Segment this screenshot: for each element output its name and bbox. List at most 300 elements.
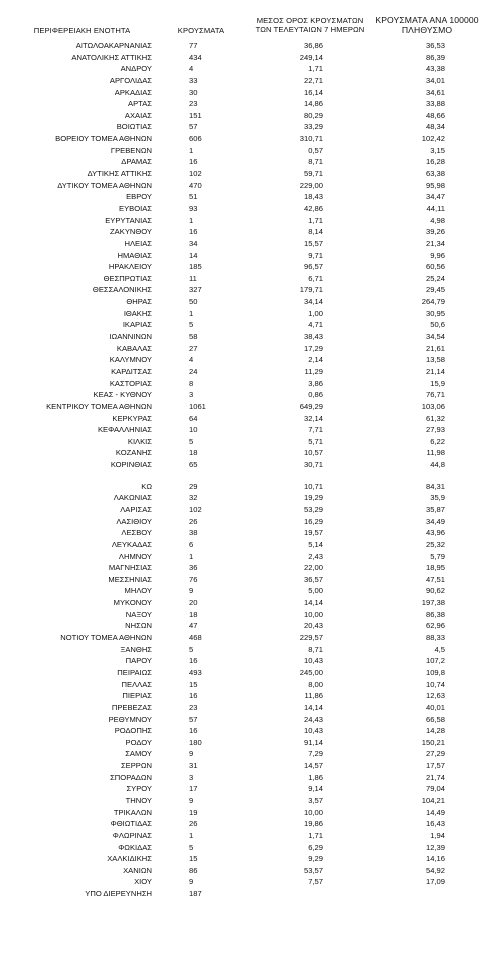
table-row [0, 539, 487, 551]
average-cell: 245,00 [299, 667, 323, 677]
per-100k-cell: 34,61 [425, 87, 445, 97]
per-100k-cell: 44,11 [426, 203, 445, 213]
region-name-cell: ΔΡΑΜΑΣ [121, 157, 152, 167]
table-row [0, 609, 487, 621]
table-row [0, 527, 487, 539]
per-100k-cell: 90,62 [425, 586, 445, 596]
per-100k-cell: 35,87 [425, 504, 445, 514]
region-name-cell: ΥΠΟ ΔΙΕΡΕΥΝΗΣΗ [85, 889, 152, 899]
region-name-cell: ΧΑΛΚΙΔΙΚΗΣ [107, 854, 152, 864]
average-cell: 249,14 [299, 52, 323, 62]
table-row [0, 63, 487, 75]
per-100k-cell: 18,95 [425, 563, 445, 573]
cases-cell: 36 [189, 563, 198, 573]
cases-cell: 4 [189, 355, 194, 365]
region-name-cell: ΡΟΔΟΥ [125, 737, 152, 747]
cases-cell: 16 [189, 157, 198, 167]
per-100k-cell: 34,49 [425, 516, 445, 526]
per-100k-cell: 197,38 [421, 598, 445, 608]
per-100k-cell: 21,74 [425, 772, 445, 782]
per-100k-cell: 33,88 [425, 99, 445, 109]
region-name-cell: ΚΙΛΚΙΣ [127, 436, 152, 446]
per-100k-cell: 66,58 [425, 714, 445, 724]
region-name-cell: ΞΑΝΘΗΣ [120, 644, 152, 654]
table-row [0, 308, 487, 320]
cases-cell: 26 [189, 516, 198, 526]
average-cell: 2,14 [308, 355, 323, 365]
cases-cell: 187 [189, 889, 202, 899]
average-cell: 14,14 [303, 702, 323, 712]
average-cell: 19,57 [303, 528, 323, 538]
cases-cell: 47 [189, 621, 198, 631]
per-100k-cell: 86,39 [425, 52, 445, 62]
average-cell: 9,14 [308, 784, 323, 794]
table-row [0, 888, 487, 900]
region-name-cell: ΗΡΑΚΛΕΙΟΥ [108, 262, 152, 272]
per-100k-cell: 61,32 [425, 413, 445, 423]
average-cell: 53,29 [303, 504, 323, 514]
average-cell: 1,71 [308, 64, 323, 74]
per-100k-cell: 264,79 [421, 297, 445, 307]
average-cell: 53,57 [303, 865, 323, 875]
region-name-cell: ΠΑΡΟΥ [125, 656, 152, 666]
per-100k-cell: 3,15 [430, 145, 445, 155]
per-100k-cell: 43,38 [425, 64, 445, 74]
per-100k-cell: 47,51 [425, 574, 445, 584]
cases-cell: 1 [189, 145, 194, 155]
average-cell: 9,29 [308, 854, 323, 864]
region-name-cell: ΧΙΟΥ [134, 877, 152, 887]
average-cell: 7,29 [308, 749, 323, 759]
cases-cell: 9 [189, 586, 194, 596]
per-100k-cell: 29,45 [425, 285, 445, 295]
table-row [0, 725, 487, 737]
region-name-cell: ΤΡΙΚΑΛΩΝ [113, 807, 152, 817]
table-row [0, 378, 487, 390]
region-name-cell: ΗΛΕΙΑΣ [124, 238, 152, 248]
average-cell: 36,57 [303, 574, 323, 584]
average-cell: 16,14 [303, 87, 323, 97]
per-100k-cell: 17,57 [425, 761, 445, 771]
region-name-cell: ΠΙΕΡΙΑΣ [122, 691, 152, 701]
table-row [0, 319, 487, 331]
per-100k-cell: 54,92 [425, 865, 445, 875]
average-cell: 10,00 [303, 807, 323, 817]
per-100k-cell: 14,28 [425, 726, 445, 736]
region-name-cell: ΝΟΤΙΟΥ ΤΟΜΕΑ ΑΘΗΝΩΝ [60, 633, 152, 643]
region-name-cell: ΑΡΓΟΛΙΔΑΣ [109, 75, 152, 85]
per-100k-cell: 21,34 [425, 238, 445, 248]
cases-cell: 1061 [189, 401, 206, 411]
cases-cell: 1 [189, 551, 194, 561]
cases-cell: 102 [189, 169, 202, 179]
per-100k-cell: 50,6 [430, 320, 445, 330]
region-name-cell: ΡΟΔΟΠΗΣ [114, 726, 152, 736]
cases-column-header: ΚΡΟΥΣΜΑΤΑ [177, 26, 225, 35]
per-100k-cell: 107,2 [425, 656, 445, 666]
region-name-cell: ΑΙΤΩΛΟΑΚΑΡΝΑΝΙΑΣ [75, 41, 152, 50]
per-100k-cell: 14,16 [425, 854, 445, 864]
per-100k-cell: 13,58 [425, 355, 445, 365]
table-row [0, 760, 487, 772]
per-100k-cell: 43,96 [425, 528, 445, 538]
per-100k-cell: 9,96 [430, 250, 445, 260]
per-100k-cell: 109,8 [425, 667, 445, 677]
region-name-cell: ΒΟΡΕΙΟΥ ΤΟΜΕΑ ΑΘΗΝΩΝ [55, 134, 152, 144]
region-name-cell: ΦΛΩΡΙΝΑΣ [112, 830, 152, 840]
per-100k-cell: 17,09 [425, 877, 445, 887]
cases-cell: 23 [189, 702, 198, 712]
per-100k-cell: 35,9 [430, 493, 445, 503]
per-100k-cell: 76,71 [425, 390, 445, 400]
cases-cell: 38 [189, 528, 198, 538]
average-cell: 18,43 [303, 192, 323, 202]
average-cell: 5,71 [308, 436, 323, 446]
cases-cell: 65 [189, 460, 198, 470]
per-100k-cell: 11,98 [426, 448, 445, 458]
table-row [0, 459, 487, 471]
cases-cell: 16 [189, 227, 198, 237]
per-100k-cell: 14,49 [425, 807, 445, 817]
region-name-cell: ΑΝΔΡΟΥ [120, 64, 152, 74]
average-cell: 10,43 [303, 656, 323, 666]
table-row [0, 516, 487, 528]
table-row [0, 180, 487, 192]
cases-cell: 185 [189, 262, 202, 272]
average-cell: 91,14 [303, 737, 323, 747]
average-cell: 22,00 [303, 563, 323, 573]
region-name-cell: ΧΑΝΙΩΝ [123, 865, 152, 875]
cases-cell: 77 [189, 41, 198, 50]
per-100k-cell: 10,74 [425, 679, 445, 689]
table-row [0, 98, 487, 110]
region-name-cell: ΑΝΑΤΟΛΙΚΗΣ ΑΤΤΙΚΗΣ [71, 52, 152, 62]
per-100k-cell: 27,93 [425, 425, 445, 435]
table-row [0, 191, 487, 203]
average-cell: 8,71 [308, 644, 323, 654]
region-name-cell: ΙΘΑΚΗΣ [123, 308, 152, 318]
average-cell: 1,71 [308, 215, 323, 225]
average-cell: 5,00 [308, 586, 323, 596]
table-row [0, 250, 487, 262]
region-name-cell: ΛΑΣΙΘΙΟΥ [116, 516, 152, 526]
cases-cell: 5 [189, 436, 194, 446]
cases-cell: 86 [189, 865, 198, 875]
cases-cell: 1 [189, 308, 194, 318]
cases-cell: 3 [189, 390, 194, 400]
table-row [0, 504, 487, 516]
cases-cell: 5 [189, 644, 194, 654]
cases-cell: 57 [189, 714, 198, 724]
cases-cell: 26 [189, 819, 198, 829]
table-row [0, 331, 487, 343]
cases-cell: 434 [189, 52, 202, 62]
cases-cell: 6 [189, 539, 194, 549]
region-name-cell: ΘΕΣΠΡΩΤΙΑΣ [103, 273, 152, 283]
cases-cell: 76 [189, 574, 198, 584]
table-row [0, 574, 487, 586]
per-100k-cell: 103,06 [421, 401, 445, 411]
region-name-cell: ΜΗΛΟΥ [124, 586, 152, 596]
table-row [0, 690, 487, 702]
table-row [0, 87, 487, 99]
average-cell: 96,57 [303, 262, 323, 272]
average-cell: 0,86 [308, 390, 323, 400]
per-100k-cell: 16,28 [425, 157, 445, 167]
table-row [0, 585, 487, 597]
region-name-cell: ΚΕΝΤΡΙΚΟΥ ΤΟΜΕΑ ΑΘΗΝΩΝ [46, 401, 152, 411]
per-100k-cell: 63,38 [425, 169, 445, 179]
cases-cell: 16 [189, 656, 198, 666]
cases-cell: 58 [189, 332, 198, 342]
average-cell: 15,57 [303, 238, 323, 248]
cases-cell: 11 [189, 273, 197, 283]
region-name-cell: ΗΜΑΘΙΑΣ [117, 250, 152, 260]
per-100k-cell: 39,26 [425, 227, 445, 237]
average-cell: 0,57 [308, 145, 323, 155]
average-cell: 17,29 [303, 343, 323, 353]
region-name-cell: ΕΥΒΟΙΑΣ [119, 203, 152, 213]
average-cell: 3,57 [308, 796, 323, 805]
region-name-cell: ΕΥΡΥΤΑΝΙΑΣ [105, 215, 152, 225]
average-cell: 9,71 [308, 250, 323, 260]
cases-cell: 9 [189, 749, 194, 759]
average-cell: 8,00 [308, 679, 323, 689]
cases-cell: 27 [189, 343, 198, 353]
cases-cell: 50 [189, 297, 198, 307]
region-name-cell: ΔΥΤΙΚΗΣ ΑΤΤΙΚΗΣ [87, 169, 152, 179]
region-name-cell: ΛΕΥΚΑΔΑΣ [111, 539, 152, 549]
average-header-line-1: ΜΕΣΟΣ ΟΡΟΣ ΚΡΟΥΣΜΑΤΩΝ [256, 16, 364, 25]
table-row [0, 818, 487, 830]
table-row [0, 783, 487, 795]
region-name-cell: ΙΩΑΝΝΙΝΩΝ [109, 332, 152, 342]
per-100k-cell: 34,01 [425, 75, 445, 85]
average-cell: 42,86 [303, 203, 323, 213]
average-cell: 14,86 [303, 99, 323, 109]
region-name-cell: ΚΑΣΤΟΡΙΑΣ [109, 378, 152, 388]
table-row [0, 110, 487, 122]
per-100k-cell: 86,38 [425, 609, 445, 619]
table-row [0, 447, 487, 459]
table-row [0, 215, 487, 227]
per-100k-cell: 4,5 [434, 644, 445, 654]
cases-cell: 468 [189, 633, 202, 643]
table-row [0, 261, 487, 273]
per-100k-header-line-1: ΚΡΟΥΣΜΑΤΑ ΑΝΑ 100000 [375, 15, 479, 25]
table-row [0, 424, 487, 436]
region-name-cell: ΚΩ [141, 481, 152, 491]
region-name-cell: ΛΑΡΙΣΑΣ [120, 504, 152, 514]
region-name-cell: ΙΚΑΡΙΑΣ [122, 320, 152, 330]
cases-cell: 9 [189, 796, 194, 805]
table-row [0, 853, 487, 865]
table-row [0, 737, 487, 749]
region-name-cell: ΜΑΓΝΗΣΙΑΣ [108, 563, 152, 573]
region-name-cell: ΣΑΜΟΥ [125, 749, 152, 759]
cases-cell: 16 [189, 691, 198, 701]
cases-cell: 93 [189, 203, 198, 213]
per-100k-cell: 36,53 [425, 41, 445, 50]
table-body [0, 40, 487, 900]
average-cell: 11,29 [304, 366, 323, 376]
table-row [0, 121, 487, 133]
table-row [0, 296, 487, 308]
cases-cell: 4 [189, 64, 194, 74]
table-row [0, 748, 487, 760]
region-name-cell: ΚΑΡΔΙΤΣΑΣ [111, 366, 152, 376]
per-100k-cell: 6,22 [430, 436, 445, 446]
region-name-cell: ΕΒΡΟΥ [126, 192, 152, 202]
average-cell: 32,14 [303, 413, 323, 423]
average-cell: 10,00 [303, 609, 323, 619]
region-name-cell: ΛΗΜΝΟΥ [118, 551, 152, 561]
cases-cell: 20 [189, 598, 198, 608]
region-name-cell: ΚΕΑΣ - ΚΥΘΝΟΥ [93, 390, 152, 400]
per-100k-cell: 40,01 [425, 702, 445, 712]
table-row [0, 343, 487, 355]
cases-cell: 493 [189, 667, 202, 677]
region-name-cell: ΜΕΣΣΗΝΙΑΣ [108, 574, 152, 584]
table-row [0, 168, 487, 180]
cases-cell: 51 [189, 192, 198, 202]
table-row [0, 133, 487, 145]
region-name-cell: ΚΕΦΑΛΛΗΝΙΑΣ [97, 425, 152, 435]
per-100k-cell: 27,29 [425, 749, 445, 759]
average-cell: 7,71 [308, 425, 323, 435]
table-row [0, 551, 487, 563]
table-row [0, 238, 487, 250]
cases-cell: 19 [189, 807, 198, 817]
average-cell: 6,29 [308, 842, 323, 852]
average-cell: 80,29 [303, 110, 323, 120]
table-row [0, 156, 487, 168]
average-cell: 22,71 [303, 75, 323, 85]
region-name-cell: ΣΕΡΡΩΝ [120, 761, 152, 771]
cases-cell: 24 [189, 366, 198, 376]
table-row [0, 667, 487, 679]
per-100k-cell: 150,21 [421, 737, 445, 747]
region-name-cell: ΚΟΖΑΝΗΣ [115, 448, 152, 458]
per-100k-cell: 16,43 [425, 819, 445, 829]
table-row [0, 226, 487, 238]
per-100k-cell: 48,34 [425, 122, 445, 132]
cases-cell: 327 [189, 285, 202, 295]
average-cell: 1,71 [308, 830, 323, 840]
region-name-cell: ΤΗΝΟΥ [125, 796, 152, 805]
average-cell: 7,57 [308, 877, 323, 887]
average-cell: 229,57 [299, 633, 323, 643]
per-100k-cell: 34,54 [425, 332, 445, 342]
average-cell: 1,00 [308, 308, 323, 318]
cases-cell: 10 [189, 425, 198, 435]
average-cell: 19,86 [303, 819, 323, 829]
per-100k-cell: 44,8 [430, 460, 445, 470]
region-name-cell: ΒΟΙΩΤΙΑΣ [116, 122, 152, 132]
average-cell: 1,86 [308, 772, 323, 782]
per-100k-cell: 12,39 [425, 842, 445, 852]
average-cell: 20,43 [303, 621, 323, 631]
region-name-cell: ΦΩΚΙΔΑΣ [118, 842, 152, 852]
cases-cell: 102 [189, 504, 202, 514]
region-name-cell: ΠΡΕΒΕΖΑΣ [111, 702, 152, 712]
average-cell: 5,14 [308, 539, 323, 549]
table-row [0, 807, 487, 819]
table-row [0, 876, 487, 888]
per-100k-cell: 15,9 [430, 378, 445, 388]
region-name-cell: ΡΕΘΥΜΝΟΥ [108, 714, 152, 724]
section-gap [0, 471, 487, 481]
cases-cell: 5 [189, 320, 194, 330]
cases-cell: 17 [189, 784, 198, 794]
average-cell: 649,29 [299, 401, 323, 411]
table-row [0, 842, 487, 854]
cases-cell: 34 [189, 238, 198, 248]
region-name-cell: ΣΠΟΡΑΔΩΝ [110, 772, 152, 782]
table-row [0, 714, 487, 726]
table-row [0, 830, 487, 842]
cases-cell: 33 [189, 75, 198, 85]
average-cell: 16,29 [303, 516, 323, 526]
table-row [0, 679, 487, 691]
cases-cell: 31 [189, 761, 198, 771]
average-cell: 14,57 [303, 761, 323, 771]
table-row [0, 75, 487, 87]
cases-cell: 64 [189, 413, 198, 423]
cases-cell: 180 [189, 737, 202, 747]
cases-cell: 5 [189, 842, 194, 852]
cases-cell: 1 [189, 830, 194, 840]
average-cell: 10,43 [303, 726, 323, 736]
region-name-cell: ΚΑΛΥΜΝΟΥ [109, 355, 152, 365]
cases-cell: 3 [189, 772, 194, 782]
table-row [0, 354, 487, 366]
average-cell: 8,14 [308, 227, 323, 237]
cases-cell: 18 [189, 609, 198, 619]
table-row [0, 795, 487, 807]
per-100k-column-header [362, 15, 487, 35]
per-100k-header-line-2: ΠΛΗΘΥΣΜΟ [401, 25, 453, 35]
region-name-cell: ΚΕΡΚΥΡΑΣ [112, 413, 152, 423]
table-row [0, 644, 487, 656]
average-cell: 30,71 [303, 460, 323, 470]
table-row [0, 52, 487, 64]
region-name-cell: ΝΑΞΟΥ [125, 609, 152, 619]
average-cell: 24,43 [303, 714, 323, 724]
table-row [0, 203, 487, 215]
per-100k-cell: 34,47 [425, 192, 445, 202]
table-row [0, 145, 487, 157]
average-cell: 33,29 [303, 122, 323, 132]
average-cell: 10,71 [303, 481, 323, 491]
region-name-cell: ΓΡΕΒΕΝΩΝ [110, 145, 152, 155]
average-cell: 59,71 [303, 169, 323, 179]
average-cell: 179,71 [299, 285, 323, 295]
table-row [0, 389, 487, 401]
per-100k-cell: 62,96 [425, 621, 445, 631]
table-row [0, 481, 487, 493]
average-cell: 38,43 [303, 332, 323, 342]
table-row [0, 284, 487, 296]
region-name-cell: ΛΑΚΩΝΙΑΣ [113, 493, 152, 503]
average-cell: 11,86 [304, 691, 323, 701]
average-cell: 3,86 [308, 378, 323, 388]
per-100k-cell: 12,63 [425, 691, 445, 701]
average-cell: 6,71 [308, 273, 323, 283]
average-cell: 36,86 [303, 41, 323, 50]
table-row [0, 366, 487, 378]
region-name-cell: ΘΕΣΣΑΛΟΝΙΚΗΣ [92, 285, 152, 295]
